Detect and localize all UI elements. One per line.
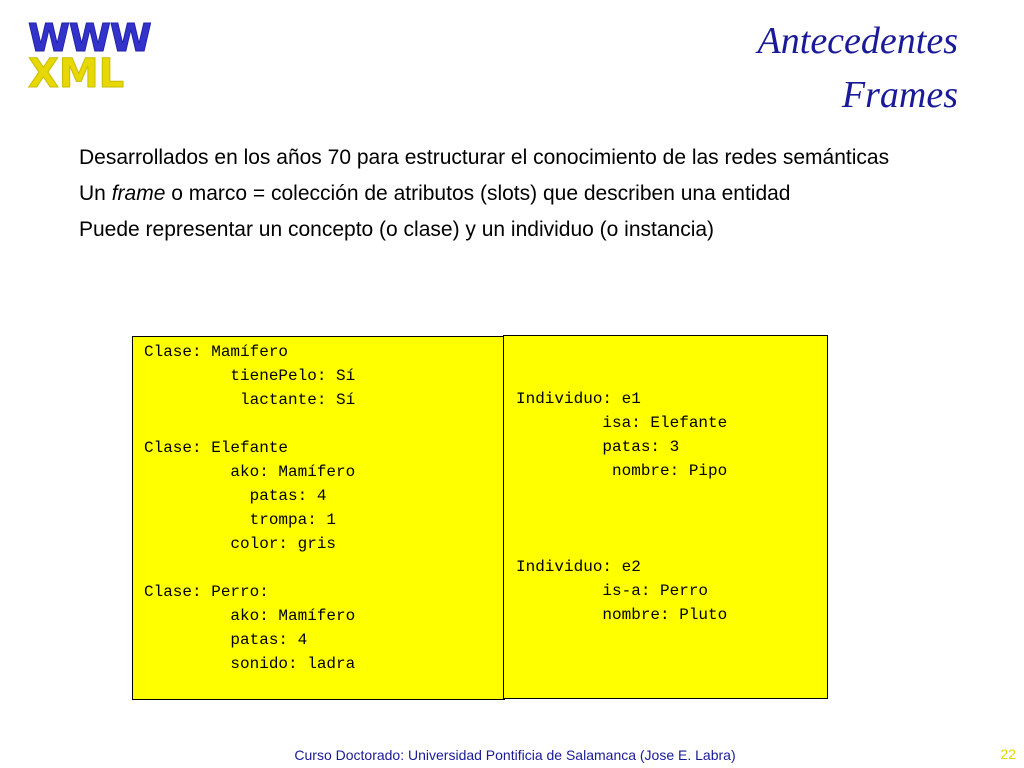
frame-line [144,412,504,436]
frame-line: ako: Mamífero [144,607,356,625]
slide-title-line1: Antecedentes [757,20,958,62]
instance-frames-box [503,335,828,699]
bullet-item-2-pre: Un [79,182,112,205]
bullet-item-3: Puede representar un concepto (o clase) y un individuo (o instancia) [79,218,715,241]
frame-line: patas: 4 [144,631,308,649]
frame-line: isa: Elefante [516,414,728,432]
frame-line: sonido: ladra [144,655,356,673]
slide-title-line2: Frames [841,74,958,116]
frame-line: tienePelo: Sí [144,367,356,385]
frame-line: patas: 4 [144,487,327,505]
bullet-item-1: Desarrollados en los años 70 para estructurar el conocimiento de las redes semánticas [79,146,890,169]
frame-line: patas: 3 [516,438,680,456]
frame-line: Clase: Elefante [144,439,289,457]
bullet-item-2-emphasis: frame [111,182,166,205]
frame-line: is-a: Perro [516,582,709,600]
frame-line: color: gris [144,535,337,553]
frame-line: Individuo: e1 [516,390,641,408]
bullet-item-2-post: o marco = colección de atributos (slots) que describen una entidad [165,182,791,205]
www-xml-logo [28,16,151,97]
frame-line [516,531,827,555]
frame-line: Individuo: e2 [516,558,641,576]
slide-title [758,14,958,122]
bullet-list [79,143,959,251]
frame-line [516,507,827,531]
logo-www-text: WWW [28,16,151,60]
logo-xml-text: XML [28,51,125,97]
frame-line [144,556,504,580]
bullet-item-2 [79,179,959,209]
page-number: 22 [1000,746,1016,762]
frame-line: Clase: Mamífero [144,343,289,361]
frame-line [516,483,827,507]
frame-line: ako: Mamífero [144,463,356,481]
slide-footer: Curso Doctorado: Universidad Pontificia de Salamanca (Jose E. Labra) [294,747,736,763]
frame-line: nombre: Pluto [516,606,728,624]
frame-line: Clase: Perro: [144,583,269,601]
class-frames-box [132,336,505,700]
frame-line: lactante: Sí [144,391,356,409]
frame-line: trompa: 1 [144,511,337,529]
frame-line: nombre: Pipo [516,462,728,480]
